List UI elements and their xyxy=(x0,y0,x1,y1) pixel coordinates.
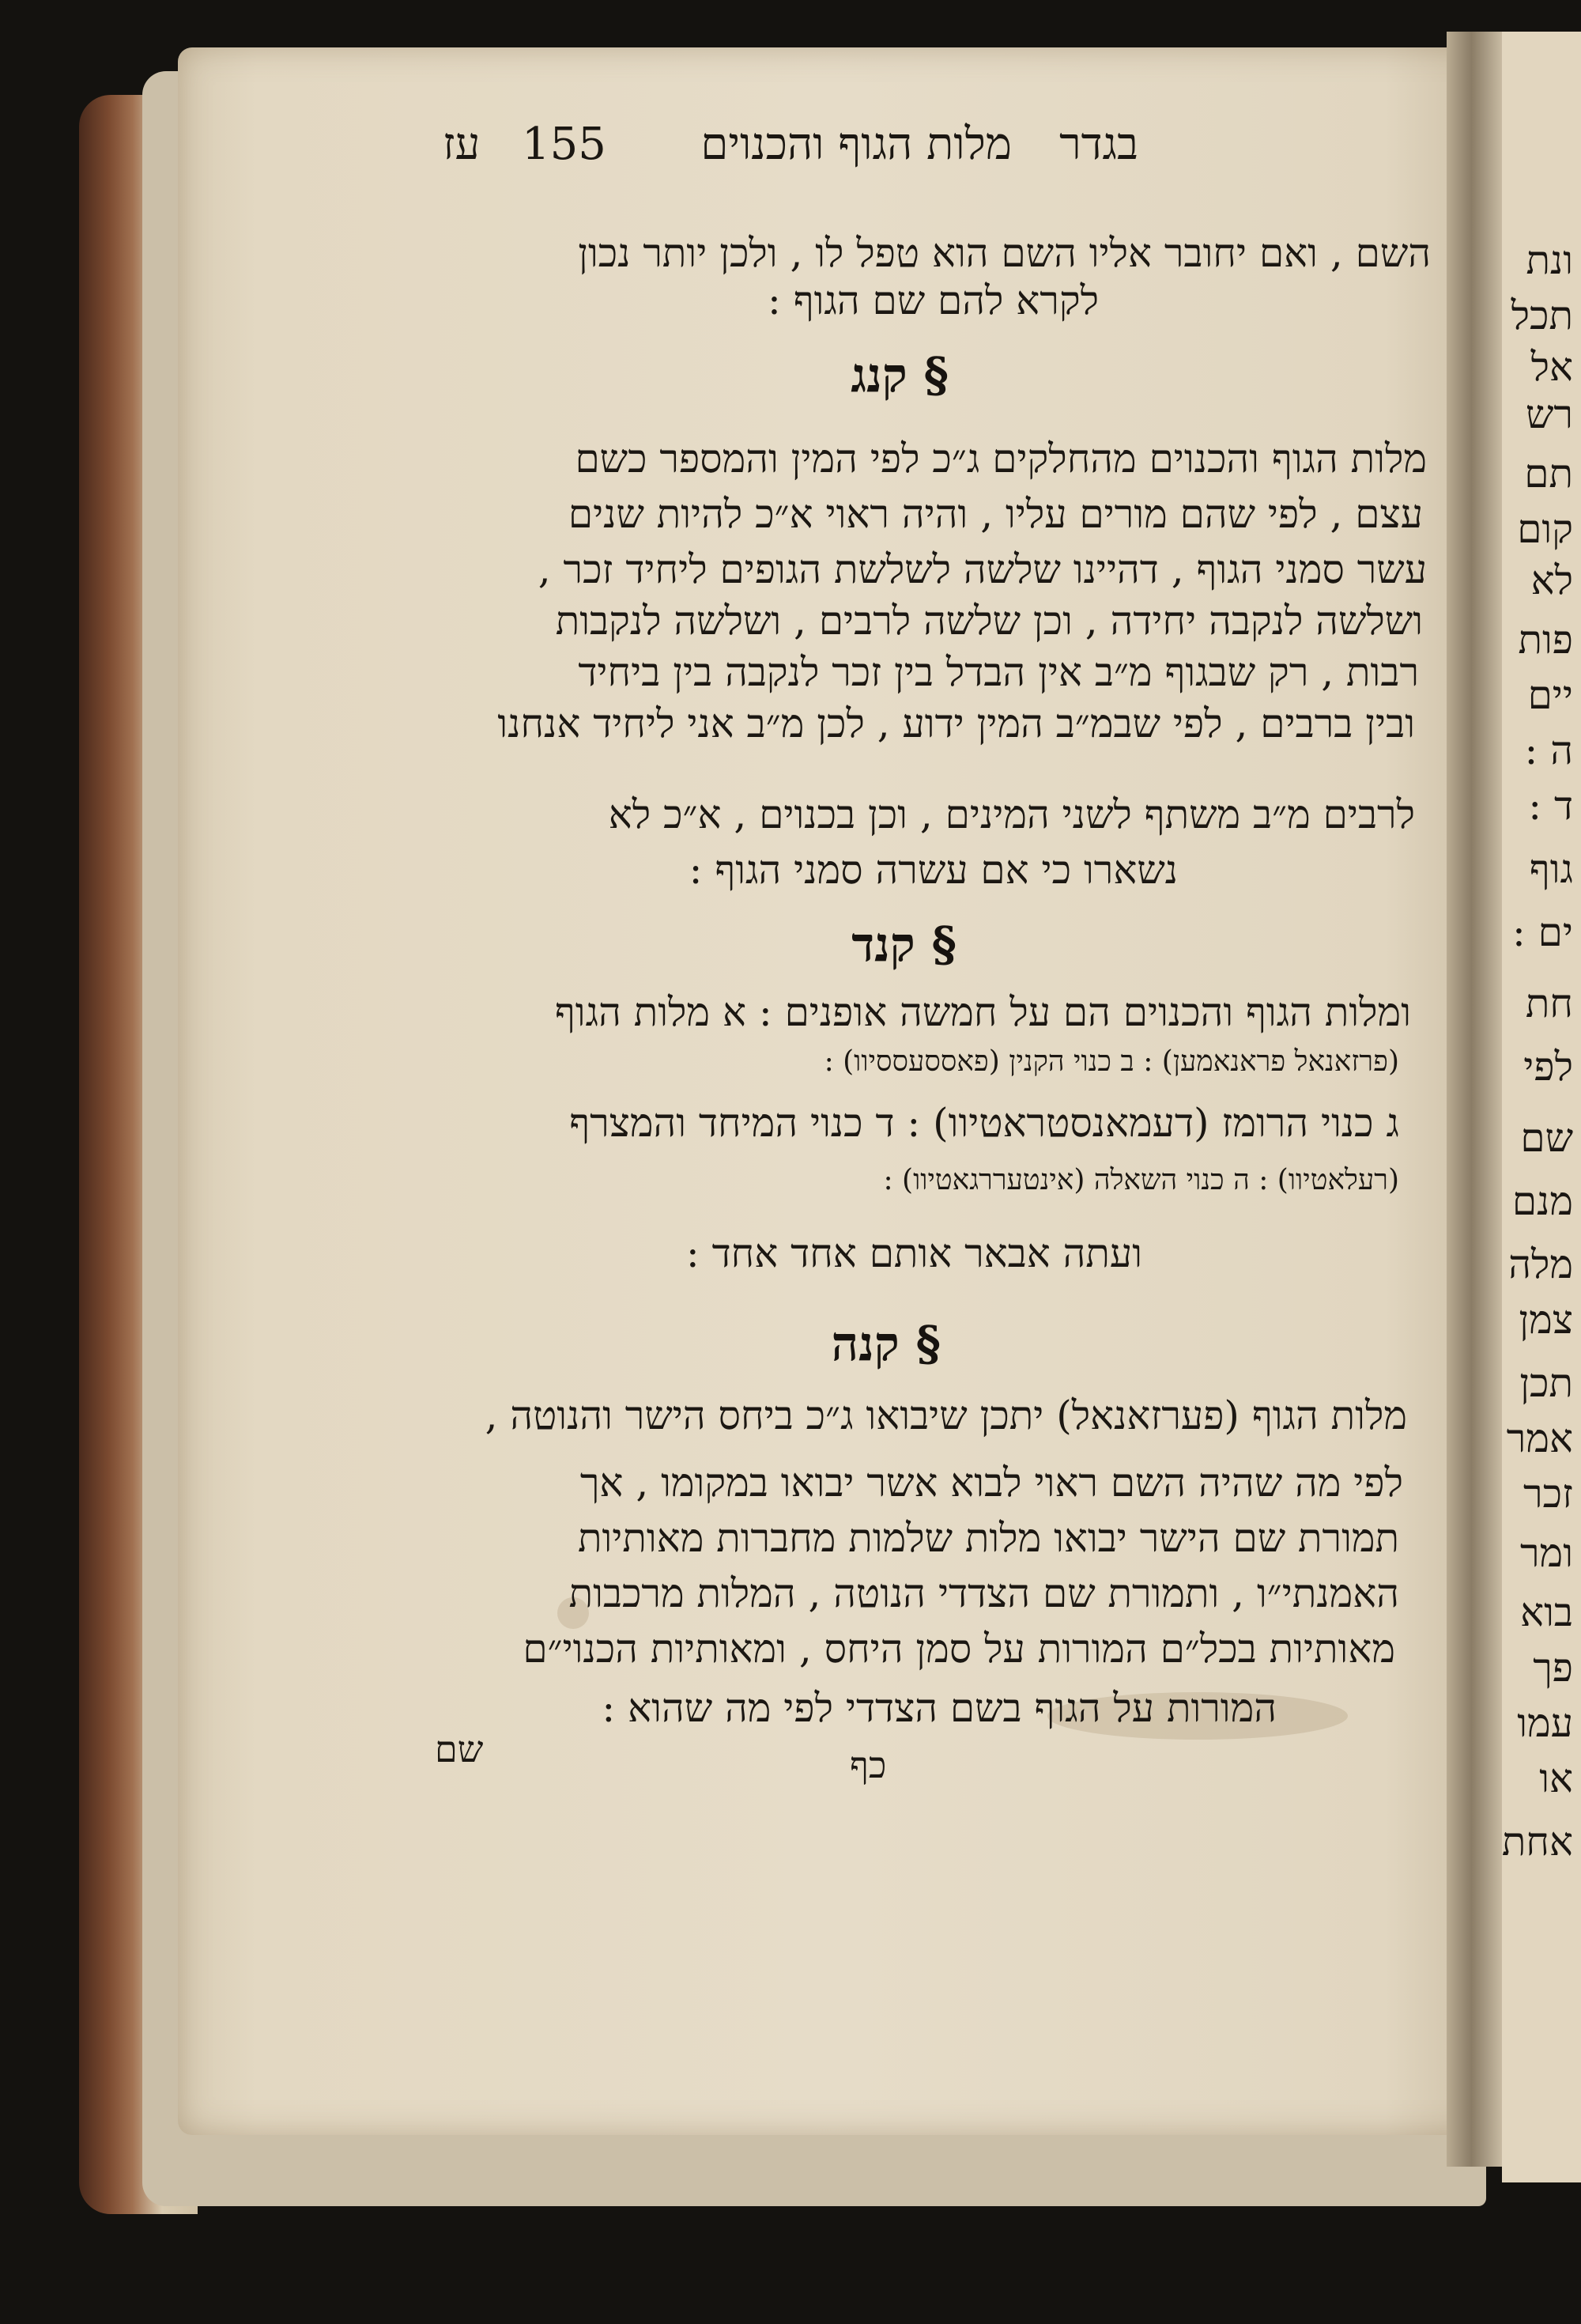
text-line: האמנתי״ו , ותמורת שם הצדדי הנוטה , המלות מרכבות xyxy=(568,1570,1399,1616)
next-page-fragment: שם xyxy=(1520,1115,1573,1161)
next-page-fragment: מלה xyxy=(1508,1241,1573,1287)
next-page-fragment: ד : xyxy=(1528,783,1573,829)
next-page-fragment: ים : xyxy=(1511,909,1573,955)
next-page-fragment: יים xyxy=(1527,672,1573,718)
next-page-fragment: צמן xyxy=(1519,1297,1573,1343)
text-line: ובין ברבים , לפי שבמ״ב המין ידוע , לכן מ״ב אני ליחיד אנחנו xyxy=(497,701,1415,746)
next-page-fragment: פות xyxy=(1518,617,1573,663)
text-line: נשארו כי אם עשרה סמני הגוף : xyxy=(689,847,1178,893)
next-page-fragment: חת xyxy=(1525,981,1573,1026)
text-line: ושלשה לנקבה יחידה , וכן שלשה לרבים , ושלשה לנקבות xyxy=(555,598,1423,644)
next-page-fragment: רש xyxy=(1526,391,1573,437)
next-page-fragment: לפי xyxy=(1523,1044,1573,1090)
next-page-fragment: אמר xyxy=(1506,1415,1573,1461)
next-page-fragment: פך xyxy=(1533,1645,1573,1691)
folio-number: עז xyxy=(443,119,481,170)
running-head-title: מלות הגוף והכנוים xyxy=(700,119,1012,170)
text-line: מלות הגוף (פערזאנאל) יתכן שיבואו ג״כ ביחס הישר והנוטה , xyxy=(485,1393,1407,1438)
text-line: ג כנוי הרומז (דעמאנסטראטיוו) : ד כנוי המיחד והמצרף xyxy=(569,1100,1399,1146)
next-page-fragment: ונת xyxy=(1526,237,1573,283)
next-page-edge xyxy=(1502,32,1581,2182)
text-line: השם , ואם יחובר אליו השם הוא טפל לו , ולכן יותר נכון xyxy=(578,230,1431,276)
next-page-fragment: עמו xyxy=(1517,1700,1573,1746)
next-page-fragment: קום xyxy=(1517,506,1573,552)
text-line: (פרזאנאל פראנאמען) : ב כנוי הקנין (פאססעססיוו) : xyxy=(824,1045,1399,1078)
book-gutter xyxy=(1447,32,1502,2167)
signature-mark: כף xyxy=(850,1744,887,1786)
text-line: ועתה אבאר אותם אחד אחד : xyxy=(685,1230,1142,1276)
text-line: מאותיות בכל״ם המורות על סמן היחס , ומאותיות הכנוי״ם xyxy=(523,1626,1395,1672)
text-line: מלות הגוף והכנוים מהחלקים ג״כ לפי המין והמספר כשם xyxy=(575,436,1427,482)
text-line: לפי מה שהיה השם ראוי לבוא אשר יבואו במקומו , אך xyxy=(579,1460,1403,1506)
book-page xyxy=(178,47,1490,2135)
next-page-fragment: ה : xyxy=(1524,727,1573,773)
section-heading: § קנג xyxy=(851,348,949,403)
text-line: רבות , רק שבגוף מ״ב אין הבדל בין זכר לנקבה בין ביחיד xyxy=(578,649,1419,695)
text-line: עשר סמני הגוף , דהיינו שלשה לשלשת הגופים ליחיד זכר , xyxy=(538,546,1427,592)
next-page-fragment: תכל xyxy=(1511,293,1573,338)
running-head xyxy=(443,119,1138,182)
text-line: תמורת שם הישר יבואו מלות שלמות מחברות מאותיות xyxy=(578,1515,1399,1561)
next-page-fragment: או xyxy=(1539,1755,1573,1801)
next-page-fragment: תם xyxy=(1524,451,1573,497)
next-page-fragment: לא xyxy=(1530,557,1573,603)
text-line: (רעלאטיוו) : ה כנוי השאלה (אינטעררגאטיוו) : xyxy=(883,1164,1399,1196)
text-line: עצם , לפי שהם מורים עליו , והיה ראוי א״כ להיות שנים xyxy=(568,491,1423,537)
next-page-fragment: זכר xyxy=(1523,1471,1573,1517)
next-page-fragment: אל xyxy=(1530,344,1573,390)
running-head-section: בגדר xyxy=(1059,119,1138,170)
next-page-fragment: ומר xyxy=(1520,1530,1573,1576)
text-line: לרבים מ״ב משתף לשני המינים , וכן בכנוים , א״כ לא xyxy=(608,792,1415,837)
section-heading: § קנה xyxy=(831,1317,941,1372)
next-page-fragment: בוא xyxy=(1520,1589,1573,1635)
text-line: לקרא להם שם הגוף : xyxy=(767,278,1099,323)
next-page-fragment: מנם xyxy=(1511,1178,1573,1224)
next-page-fragment: תכן xyxy=(1519,1360,1573,1406)
next-page-fragment: גוף xyxy=(1529,846,1573,892)
page-number: 155 xyxy=(522,119,606,170)
text-line: ומלות הגוף והכנוים הם על חמשה אופנים : א מלות הגוף xyxy=(554,989,1411,1035)
next-page-fragment: אחת xyxy=(1501,1819,1573,1865)
catchword: שם xyxy=(435,1728,484,1770)
text-line: המורות על הגוף בשם הצדדי לפי מה שהוא : xyxy=(602,1685,1277,1731)
section-heading: § קנד xyxy=(851,917,957,973)
